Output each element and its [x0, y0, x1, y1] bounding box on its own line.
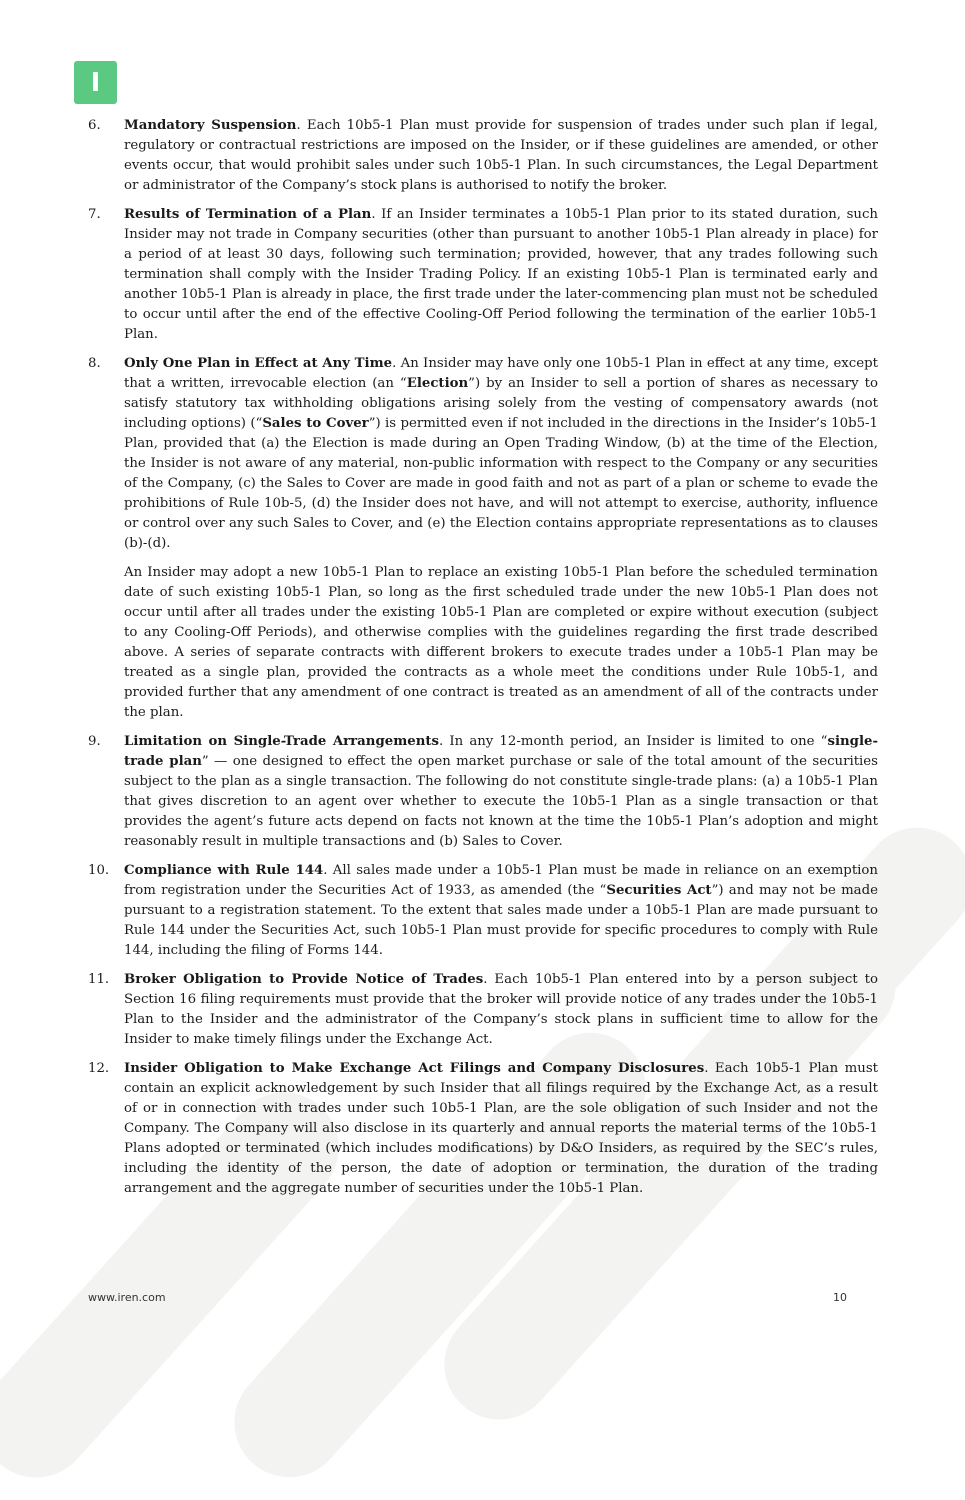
bold-term: Securities Act — [606, 883, 712, 898]
clause-paragraph — [124, 354, 878, 554]
text-run: An Insider may adopt a new 10b5-1 Plan to replace an existing 10b5-1 Plan before the scheduled termination date of such existing 10b5-1 Plan, so long as the first scheduled trade under the new 10b5-1 Plan does not occur until after all trades under the existing 10b5-1 Plan are completed or expire without execution (subject to any Cooling-Off Periods), and otherwise complies with the guidelines regarding the first trade described above. A series of separate contracts with different brokers to execute trades under a 10b5-1 Plan may be treated as a single plan, provided the contracts as a whole meet the conditions under Rule 10b5-1, and provided further that any amendment of one contract is treated as an amendment of all of the contracts under the plan. — [124, 565, 878, 720]
clause-number: 11. — [88, 972, 110, 987]
bold-term: Broker Obligation to Provide Notice of Trades — [124, 972, 484, 987]
bold-term: Only One Plan in Effect at Any Time — [124, 356, 393, 371]
clause-paragraph — [124, 732, 878, 852]
clause-paragraph — [124, 970, 878, 1050]
clause-number: 12. — [88, 1061, 110, 1076]
clause-paragraph — [124, 116, 878, 196]
bold-term: Compliance with Rule 144 — [124, 863, 324, 878]
bold-term: Insider Obligation to Make Exchange Act Filings and Company Disclosures — [124, 1061, 705, 1076]
text-run: . All sales made under a 10b5-1 Plan must be made in reliance on an exemption from registration under the Securities Act of 1933, as amended (the “ — [124, 863, 878, 898]
bold-term: Sales to Cover — [262, 416, 369, 431]
text-run: ”) by an Insider to sell a portion of shares as necessary to satisfy statutory tax withholding obligations arising solely from the vesting of compensatory awards (not including options) (“ — [124, 376, 878, 431]
text-run: . Each 10b5-1 Plan entered into by a person subject to Section 16 filing requirements must provide that the broker will provide notice of any trades under the 10b5-1 Plan to the Insider and the administrator of the Company’s stock plans in sufficient time to allow for the Insider to make timely filings under the Exchange Act. — [124, 972, 878, 1047]
bold-term: Results of Termination of a Plan — [124, 207, 372, 222]
clause-number: 7. — [88, 207, 101, 222]
clause-body — [124, 354, 878, 723]
numbered-clause — [88, 970, 878, 1050]
logo-letter: I — [90, 67, 101, 98]
numbered-clause — [88, 732, 878, 852]
document-body — [88, 116, 878, 1208]
clause-number: 10. — [88, 863, 110, 878]
clause-number: 9. — [88, 734, 101, 749]
company-logo — [74, 61, 117, 104]
clause-number: 8. — [88, 356, 101, 371]
bold-term: Election — [406, 376, 469, 391]
clause-body — [124, 970, 878, 1050]
text-run: . An Insider may have only one 10b5-1 Plan in effect at any time, except that a written, irrevocable election (an “ — [124, 356, 878, 391]
clause-number: 6. — [88, 118, 101, 133]
text-run: . Each 10b5-1 Plan must contain an explicit acknowledgement by such Insider that all filings required by the Exchange Act, as a result of or in connection with trades under such 10b5-1 Plan, are the sole obligation of such Insider and not the Company. The Company will also disclose in its quarterly and annual reports the material terms of the 10b5-1 Plans adopted or terminated (which includes modifications) by D&O Insiders, as required by the SEC’s rules, including the identity of the person, the date of adoption or termination, the duration of the trading arrangement and the aggregate number of securities under the 10b5-1 Plan. — [124, 1061, 879, 1196]
clause-paragraph — [124, 205, 878, 345]
clause-paragraph — [124, 861, 878, 961]
bold-term: single-trade plan — [124, 734, 878, 769]
text-run: . Each 10b5-1 Plan must provide for suspension of trades under such plan if legal, regulatory or contractual restrictions are imposed on the Insider, or if these guidelines are amended, or other events occur, that would prohibit sales under such 10b5-1 Plan. In such circumstances, the Legal Department or administrator of the Company’s stock plans is authorised to notify the broker. — [124, 118, 879, 193]
bold-term: Limitation on Single-Trade Arrangements — [124, 734, 440, 749]
text-run: . In any 12-month period, an Insider is limited to one “ — [439, 734, 828, 749]
text-run: ”) and may not be made pursuant to a registration statement. To the extent that sales made under a 10b5-1 Plan are made pursuant to Rule 144 under the Securities Act, such 10b5-1 Plan must provide for specific procedures to comply with Rule 144, including the filing of Forms 144. — [124, 883, 878, 958]
numbered-clause — [88, 116, 878, 196]
clause-body — [124, 732, 878, 852]
clause-body — [124, 116, 878, 196]
numbered-clause — [88, 1059, 878, 1199]
text-run: . If an Insider terminates a 10b5-1 Plan prior to its stated duration, such Insider may not trade in Company securities (other than pursuant to another 10b5-1 Plan already in place) for a period of at least 30 days, following such termination; provided, however, that any trades following such termination shall comply with the Insider Trading Policy. If an existing 10b5-1 Plan is terminated early and another 10b5-1 Plan is already in place, the first trade under the later-commencing plan must not be scheduled to occur until after the end of the effective Cooling-Off Period following the termination of the earlier 10b5-1 Plan. — [124, 207, 879, 342]
numbered-clause — [88, 354, 878, 723]
numbered-clause — [88, 205, 878, 345]
clause-paragraph — [124, 1059, 878, 1199]
clause-body — [124, 861, 878, 961]
clause-paragraph — [124, 563, 878, 723]
page-number: 10 — [833, 1291, 847, 1304]
numbered-clause — [88, 861, 878, 961]
text-run: ” — one designed to effect the open market purchase or sale of the total amount of the securities subject to the plan as a single transaction. The following do not constitute single-trade plans: (a) a 10b5-1 Plan that gives discretion to an agent over whether to execute the 10b5-1 Plan as a single transaction or that provides the agent’s future acts depend on facts not known at the time the 10b5-1 Plan’s adoption and might reasonably result in multiple transactions and (b) Sales to Cover. — [124, 754, 878, 849]
text-run: ”) is permitted even if not included in the directions in the Insider’s 10b5-1 Plan, provided that (a) the Election is made during an Open Trading Window, (b) at the time of the Election, the Insider is not aware of any material, non-public information with respect to the Company or any securities of the Company, (c) the Sales to Cover are made in good faith and not as part of a plan or scheme to evade the prohibitions of Rule 10b-5, (d) the Insider does not have, and will not attempt to exercise, authority, influence or control over any such Sales to Cover, and (e) the Election contains appropriate representations as to clauses (b)-(d). — [124, 416, 879, 551]
footer-url: www.iren.com — [88, 1291, 166, 1304]
clause-body — [124, 205, 878, 345]
bold-term: Mandatory Suspension — [124, 118, 297, 133]
clause-body — [124, 1059, 878, 1199]
